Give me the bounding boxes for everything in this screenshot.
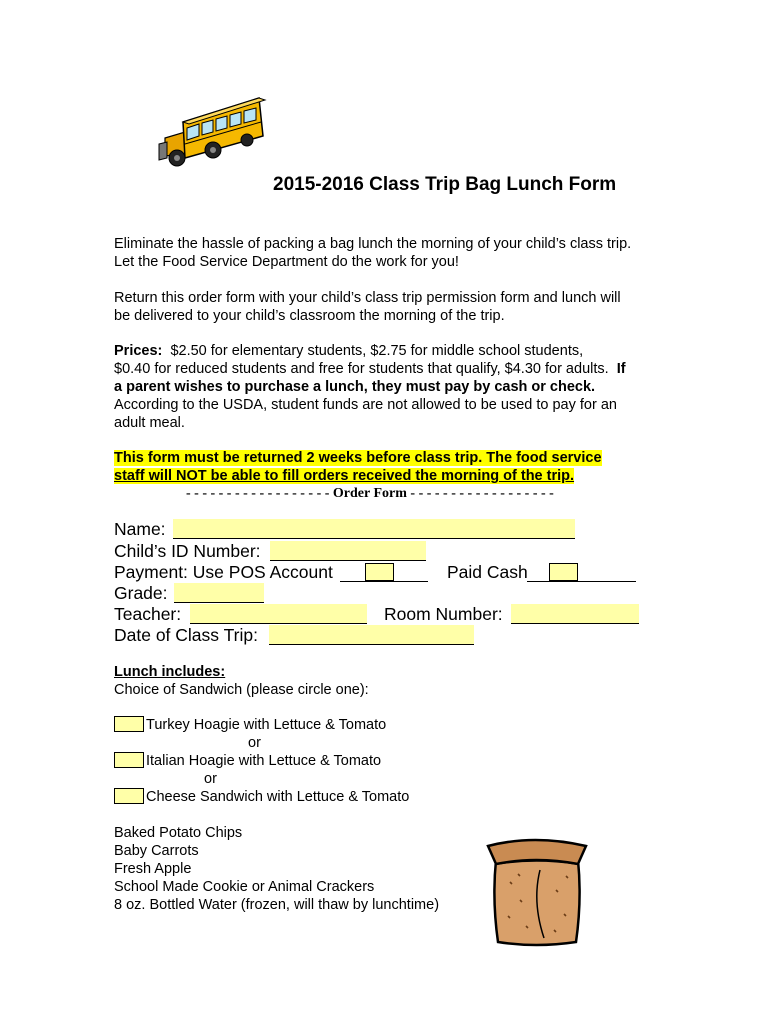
order-form-header: - - - - - - - - - - - - - - - - - - Order Form - - - - - - - - - - - - - - - - - - — [186, 486, 554, 501]
sandwich-option-cheese: Cheese Sandwich with Lettuce & Tomato — [146, 789, 410, 805]
lunch-heading: Lunch includes: — [114, 664, 226, 680]
paper-bag-icon — [478, 830, 596, 950]
trip-date-label: Date of Class Trip: — [114, 625, 258, 645]
list-item: Fresh Apple — [114, 861, 192, 877]
intro-text: Eliminate the hassle of packing a bag lunch the morning of your child’s class trip. Let the Food Service Department do the work for you! — [114, 236, 632, 270]
name-label: Name: — [114, 519, 166, 539]
deadline-notice: This form must be returned 2 weeks before class trip. The food service staff will NOT be able to fill orders received the morning of the trip. — [114, 450, 602, 484]
sandwich-option-turkey: Turkey Hoagie with Lettuce & Tomato — [146, 717, 387, 733]
lunch-items-list — [114, 824, 439, 914]
paid-cash-line — [527, 581, 636, 582]
name-input[interactable] — [173, 519, 575, 539]
list-item: Baby Carrots — [114, 843, 199, 859]
room-number-label: Room Number: — [384, 604, 503, 624]
teacher-label: Teacher: — [114, 604, 182, 624]
list-item: School Made Cookie or Animal Crackers — [114, 879, 375, 895]
room-number-input[interactable] — [511, 604, 639, 624]
grade-label: Grade: — [114, 583, 168, 603]
teacher-input[interactable] — [190, 604, 367, 624]
grade-input[interactable] — [174, 583, 264, 603]
turkey-checkbox[interactable] — [114, 716, 144, 732]
list-item: Baked Potato Chips — [114, 825, 243, 841]
pos-account-checkbox[interactable] — [365, 563, 394, 581]
trip-date-input[interactable] — [269, 625, 474, 645]
school-bus-icon — [155, 92, 270, 174]
prices-label: Prices: — [114, 343, 163, 359]
paid-cash-checkbox[interactable] — [549, 563, 578, 581]
or-separator: or — [248, 735, 261, 751]
return-instructions: Return this order form with your child’s class trip permission form and lunch will be delivered to your child’s classroom the morning of the trip. — [114, 290, 621, 324]
child-id-label: Child’s ID Number: — [114, 541, 261, 561]
italian-checkbox[interactable] — [114, 752, 144, 768]
paid-cash-label: Paid Cash — [447, 562, 528, 582]
list-item: 8 oz. Bottled Water (frozen, will thaw by lunchtime) — [114, 897, 440, 913]
sandwich-option-italian: Italian Hoagie with Lettuce & Tomato — [146, 753, 382, 769]
child-id-input[interactable] — [270, 541, 426, 561]
payment-label: Payment: Use POS Account — [114, 562, 333, 582]
form-title: 2015-2016 Class Trip Bag Lunch Form — [273, 174, 617, 195]
sandwich-choice-text: Choice of Sandwich (please circle one): — [114, 682, 369, 698]
pos-account-line — [340, 581, 428, 582]
cheese-checkbox[interactable] — [114, 788, 144, 804]
prices-paragraph: Prices: $2.50 for elementary students, $2.75 for middle school students, $0.40 for reduced students and free for students that qualify, $4.30 for adults. If a parent wishes to purchase a lunch, they must pay by cash or check. According to the USDA, student funds are not allowed to be used to pay for an adult meal. — [114, 343, 626, 431]
or-separator: or — [204, 771, 217, 787]
